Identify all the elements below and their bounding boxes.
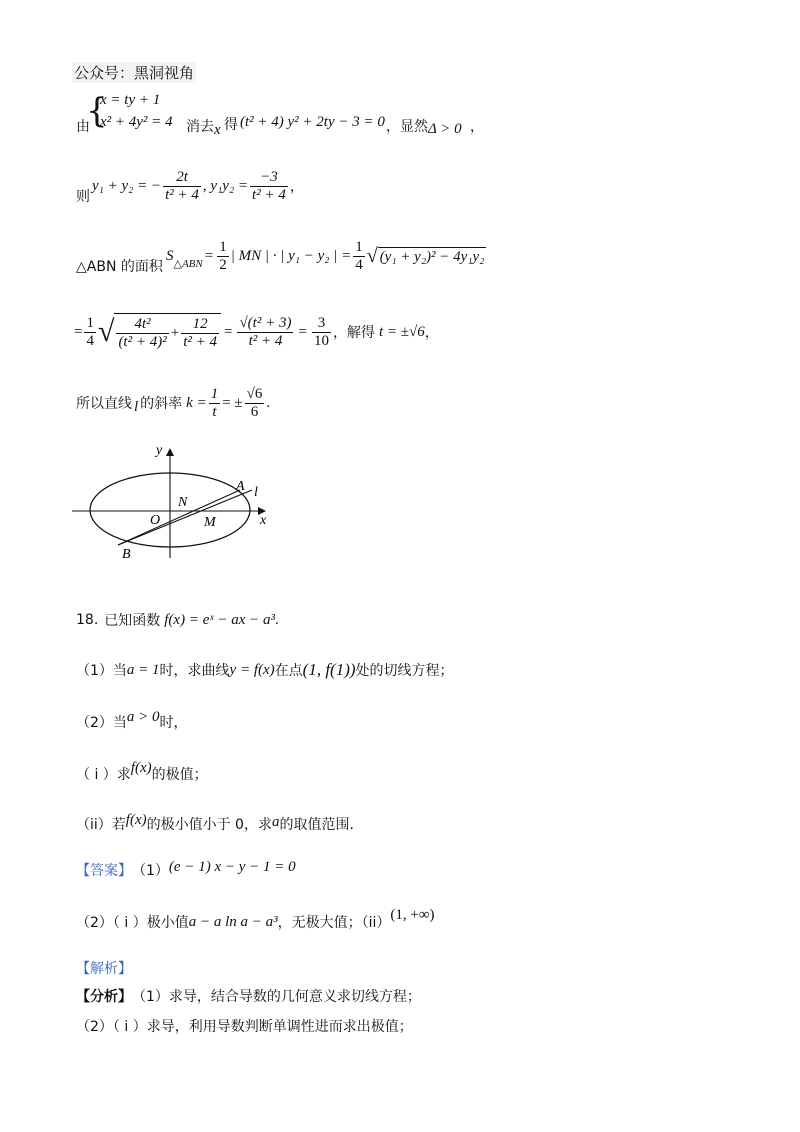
obviously-text: ，显然: [386, 119, 428, 135]
answer-1: [76, 860, 296, 880]
slope-mid: 的斜率: [140, 396, 183, 412]
slope-r-num: √6: [246, 385, 263, 402]
p2-cond: a > 0: [126, 708, 160, 725]
analysis-line-2: （2）（ i ）求导，利用导数判断单调性进而求出极值；: [76, 1019, 413, 1035]
quarter-den: 4: [355, 256, 363, 273]
sum-fraction: [163, 169, 201, 204]
slope-f-den: t: [212, 403, 217, 420]
slope-eq: = ±: [222, 394, 243, 411]
area-computation: [74, 302, 439, 362]
problem-intro: 已知函数: [104, 613, 161, 629]
system-prefix: 由: [76, 119, 90, 135]
y-axis-arrow: [166, 448, 174, 456]
p1-label: （1）当: [76, 663, 127, 679]
pii-var: a: [271, 813, 280, 830]
label-B: B: [122, 547, 131, 562]
l5-f1-den: (t² + 4)²: [118, 334, 167, 350]
l5-frac3: [237, 315, 293, 350]
problem-18-stem: [76, 610, 279, 630]
slope-prefix: 所以直线: [76, 396, 132, 412]
analysis-line-1: [76, 986, 421, 1006]
t-result: t = ±√6: [378, 323, 425, 340]
pi-label: （ i ）求: [76, 767, 131, 783]
a1-equation: (e − 1) x − y − 1 = 0: [168, 858, 296, 875]
analysis-fenxi-tag: 【分析】: [76, 989, 132, 1005]
area-prefix: △ABN 的面积: [76, 259, 163, 275]
part-2-ii: [76, 811, 354, 834]
p2-label: （2）当: [76, 715, 127, 731]
l5-q-den: 4: [86, 332, 94, 349]
pii-label: （ii）若: [76, 817, 126, 833]
eliminate-var: x: [214, 122, 221, 138]
problem-intro-end: .: [275, 611, 279, 628]
p1-point: (1, f(1)): [302, 660, 356, 679]
eliminate-text: 消去: [186, 119, 214, 135]
l5-frac4: [312, 315, 331, 350]
l5-eq2: =: [223, 323, 233, 340]
slope-f-num: 1: [210, 385, 219, 402]
vieta-end: ，: [289, 179, 304, 195]
get-text: 得: [224, 117, 238, 133]
pii-text2: 的取值范围.: [279, 817, 354, 833]
label-M: M: [204, 515, 216, 530]
a2-expr: a − a ln a − a³: [188, 913, 278, 930]
a2-range: (1, +∞): [390, 906, 435, 923]
vieta-formulas: [92, 164, 304, 208]
problem-function: f(x) = eˣ − ax − a³: [164, 611, 275, 628]
area-mid: | MN | · | y₁ − y₂ | =: [230, 247, 352, 264]
system-brace: {: [86, 91, 108, 131]
a1-label: （1）: [132, 863, 169, 879]
delta-condition: Δ > 0: [428, 121, 462, 137]
l5-eq3: =: [298, 323, 307, 340]
a2-text: ，无极大值；（ii）: [277, 915, 391, 931]
area-sub: △ABN: [173, 257, 203, 270]
part-1: [76, 660, 454, 680]
p1-text2: 在点: [274, 663, 303, 679]
sum-num: 2t: [163, 169, 201, 187]
half-den: 2: [219, 256, 227, 273]
slope-line: [76, 378, 270, 428]
area-eq: =: [204, 247, 214, 264]
prod-lhs: , y₁y₂ =: [202, 177, 249, 194]
label-l: l: [254, 485, 258, 500]
l5-plus: +: [170, 325, 180, 341]
l5-f3-den: t² + 4: [248, 332, 283, 349]
slope-frac: [209, 386, 221, 421]
p2-text: 时，: [159, 715, 188, 731]
slope-r-den: 6: [250, 403, 259, 420]
quarter-fraction: [353, 239, 365, 274]
p1-text1: 时，求曲线: [159, 663, 230, 679]
l5-radicand: [114, 313, 221, 351]
problem-number: 18.: [76, 612, 99, 628]
prod-num: −3: [250, 169, 288, 187]
l5-sqrt-sign: √: [97, 315, 115, 348]
l5-quarter: [84, 315, 96, 350]
l5-q-num: 1: [86, 314, 94, 331]
pi-text: 的极值；: [151, 767, 208, 783]
solve-text: ，解得: [332, 325, 375, 341]
system-eq1: x = ty + 1: [100, 92, 161, 108]
quadratic-eq: (t² + 4) y² + 2ty − 3 = 0: [240, 114, 385, 130]
pi-func: f(x): [130, 759, 152, 776]
half-fraction: [217, 239, 229, 274]
l5-f2-den: t² + 4: [183, 334, 217, 350]
half-num: 1: [219, 238, 227, 255]
label-y: y: [156, 443, 163, 458]
slope-k: k =: [186, 394, 207, 411]
l5-f2-num: 12: [181, 316, 219, 334]
slope-end: .: [266, 394, 271, 411]
label-x: x: [260, 513, 267, 528]
l5-frac2: [181, 316, 219, 351]
l5-eq: =: [74, 323, 83, 340]
watermark: 公众号：黑洞视角: [74, 64, 195, 82]
l5-f4-num: 3: [312, 315, 331, 333]
p1-text3: 处的切线方程；: [355, 663, 454, 679]
system-eq2: x² + 4y² = 4: [100, 114, 173, 130]
area-root: (y₁ + y₂)² − 4y₁y₂: [379, 248, 485, 265]
p1-curve: y = f(x): [229, 661, 275, 678]
quarter-num: 1: [355, 238, 363, 255]
then-text: 则: [76, 189, 90, 205]
area-S: S: [166, 247, 174, 264]
part-2: [76, 708, 188, 732]
prod-fraction: [250, 169, 288, 204]
l5-f1-num: 4t²: [116, 316, 168, 334]
p1-cond: a = 1: [126, 661, 160, 678]
answer-2: [76, 906, 435, 932]
pii-text1: 的极小值小于 0，求: [146, 817, 272, 833]
l5-f4-den: 10: [313, 332, 329, 349]
slope-root-frac: [245, 386, 265, 421]
label-A: A: [236, 479, 245, 494]
analysis-line1-text: （1）求导，结合导数的几何意义求切线方程；: [132, 989, 421, 1005]
pii-func: f(x): [125, 811, 147, 828]
part-2-i: [76, 759, 208, 784]
sum-den: t² + 4: [165, 186, 199, 203]
l5-end: ，: [424, 325, 439, 341]
ellipse-figure: [66, 440, 286, 570]
label-O: O: [150, 513, 161, 528]
l5-frac1: [116, 316, 168, 351]
area-formula: [166, 234, 486, 278]
sqrt-sign: √: [366, 244, 378, 267]
analysis-tag: 【解析】: [76, 961, 132, 977]
comma: ，: [470, 119, 484, 135]
label-N: N: [178, 495, 188, 510]
answer-tag: 【答案】: [76, 863, 132, 879]
slope-var: l: [134, 398, 139, 415]
prod-den: t² + 4: [252, 186, 286, 203]
sum-lhs: y₁ + y₂ = −: [92, 177, 162, 194]
l5-f3-num: √(t² + 3): [239, 314, 292, 331]
a2-label: （2）（ i ）极小值: [76, 915, 189, 931]
